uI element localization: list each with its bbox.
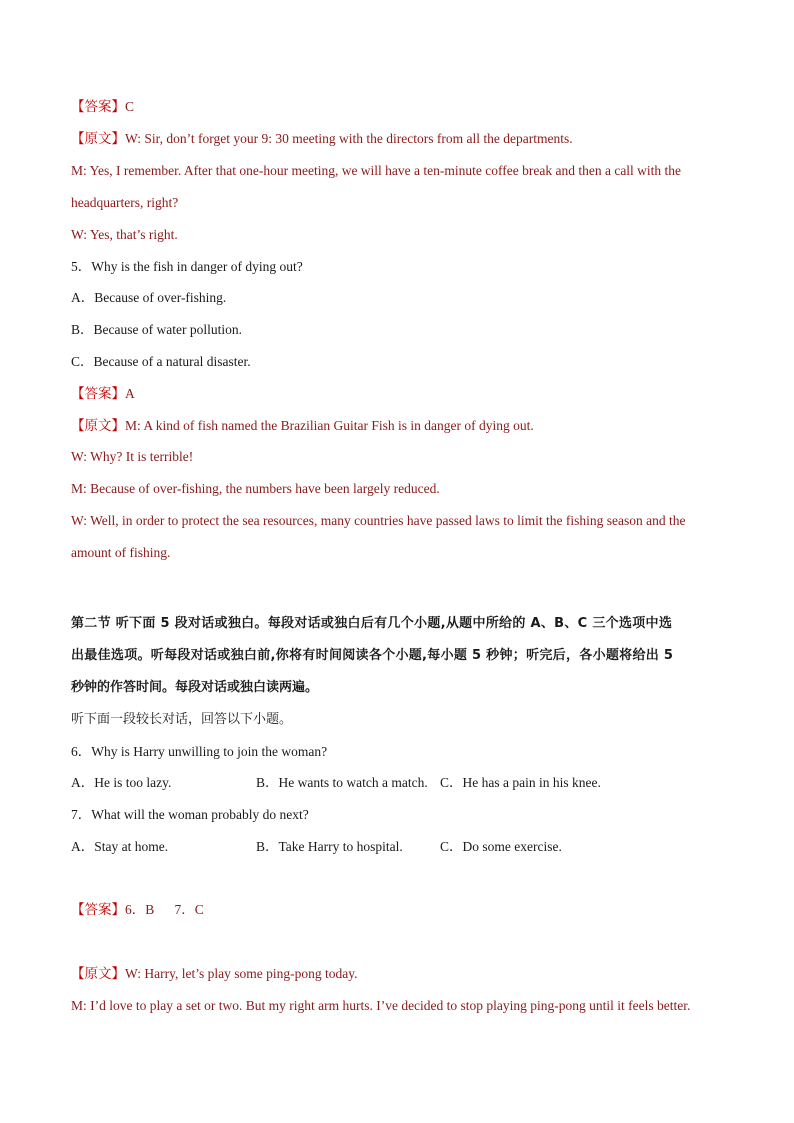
transcript-line — [71, 162, 722, 180]
transcript-text: M: A kind of fish named the Brazilian Guitar Fish is in danger of dying out. — [125, 418, 534, 433]
answer-value: C — [125, 99, 135, 114]
transcript-line: W: Why? It is terrible! — [71, 449, 194, 464]
original-tag: 【原文】 — [71, 418, 125, 433]
answer-tag: 【答案】 — [71, 902, 125, 917]
question-6: 6．Why is Harry unwilling to join the woman? — [71, 744, 328, 759]
transcript-text: M: Yes, I remember. After that one-hour meeting, we will have a ten-minute coffee break and then a call with the — [71, 163, 682, 178]
transcript-line — [71, 965, 357, 983]
answer-line-6-7 — [71, 901, 204, 919]
answer-tag: 【答案】 — [71, 99, 125, 114]
question-7: 7．What will the woman probably do next? — [71, 807, 309, 822]
q7-option-a: A．Stay at home. — [71, 839, 169, 854]
transcript-line — [71, 130, 573, 148]
original-tag: 【原文】 — [71, 131, 125, 146]
transcript-line — [71, 226, 178, 244]
q6-option-b: B．He wants to watch a match. — [256, 775, 428, 790]
original-tag: 【原文】 — [71, 966, 125, 981]
section-heading-line: 秒钟的作答时间。每段对话或独白读两遍。 — [71, 680, 319, 695]
question-5: 5．Why is the fish in danger of dying out? — [71, 259, 303, 274]
transcript-line — [71, 417, 534, 435]
q6-option-a: A．He is too lazy. — [71, 775, 172, 790]
transcript-text: W: Harry, let’s play some ping-pong today. — [125, 966, 358, 981]
transcript-line: M: I’d love to play a set or two. But my right arm hurts. I’ve decided to stop playing ping-pong until it feels better. — [71, 998, 691, 1013]
transcript-line: amount of fishing. — [71, 545, 171, 560]
answer-line-5 — [71, 385, 135, 403]
q5-option-b: B．Because of water pollution. — [71, 322, 242, 337]
q7-option-c: C．Do some exercise. — [440, 839, 562, 854]
transcript-text: W: Yes, that’s right. — [71, 227, 178, 242]
section-heading-line: 第二节 听下面 5 段对话或独白。每段对话或独白后有几个小题,从题中所给的 A、B、C 三个选项中选 — [71, 616, 673, 631]
answer-value: 6．B 7．C — [125, 902, 204, 917]
q5-option-c: C．Because of a natural disaster. — [71, 354, 251, 369]
section-heading-line: 出最佳选项。听每段对话或独白前,你将有时间阅读各个小题,每小题 5 秒钟；听完后，各小题将给出 5 — [71, 648, 674, 663]
transcript-text: W: Well, in order to protect the sea resources, many countries have passed laws to limit the fishing season and the — [71, 513, 686, 528]
answer-value: A — [125, 386, 135, 401]
transcript-text: W: Sir, don’t forget your 9: 30 meeting with the directors from all the departments. — [125, 131, 573, 146]
q5-option-a: A．Because of over-fishing. — [71, 290, 227, 305]
answer-line-4 — [71, 98, 134, 116]
section-instruction: 听下面一段较长对话，回答以下小题。 — [71, 712, 293, 727]
answer-tag: 【答案】 — [71, 386, 125, 401]
transcript-text: headquarters, right? — [71, 195, 179, 210]
transcript-line — [71, 194, 178, 212]
transcript-line — [71, 512, 722, 530]
q6-option-c: C．He has a pain in his knee. — [440, 775, 601, 790]
transcript-line: M: Because of over-fishing, the numbers have been largely reduced. — [71, 481, 440, 496]
q7-option-b: B．Take Harry to hospital. — [256, 839, 403, 854]
